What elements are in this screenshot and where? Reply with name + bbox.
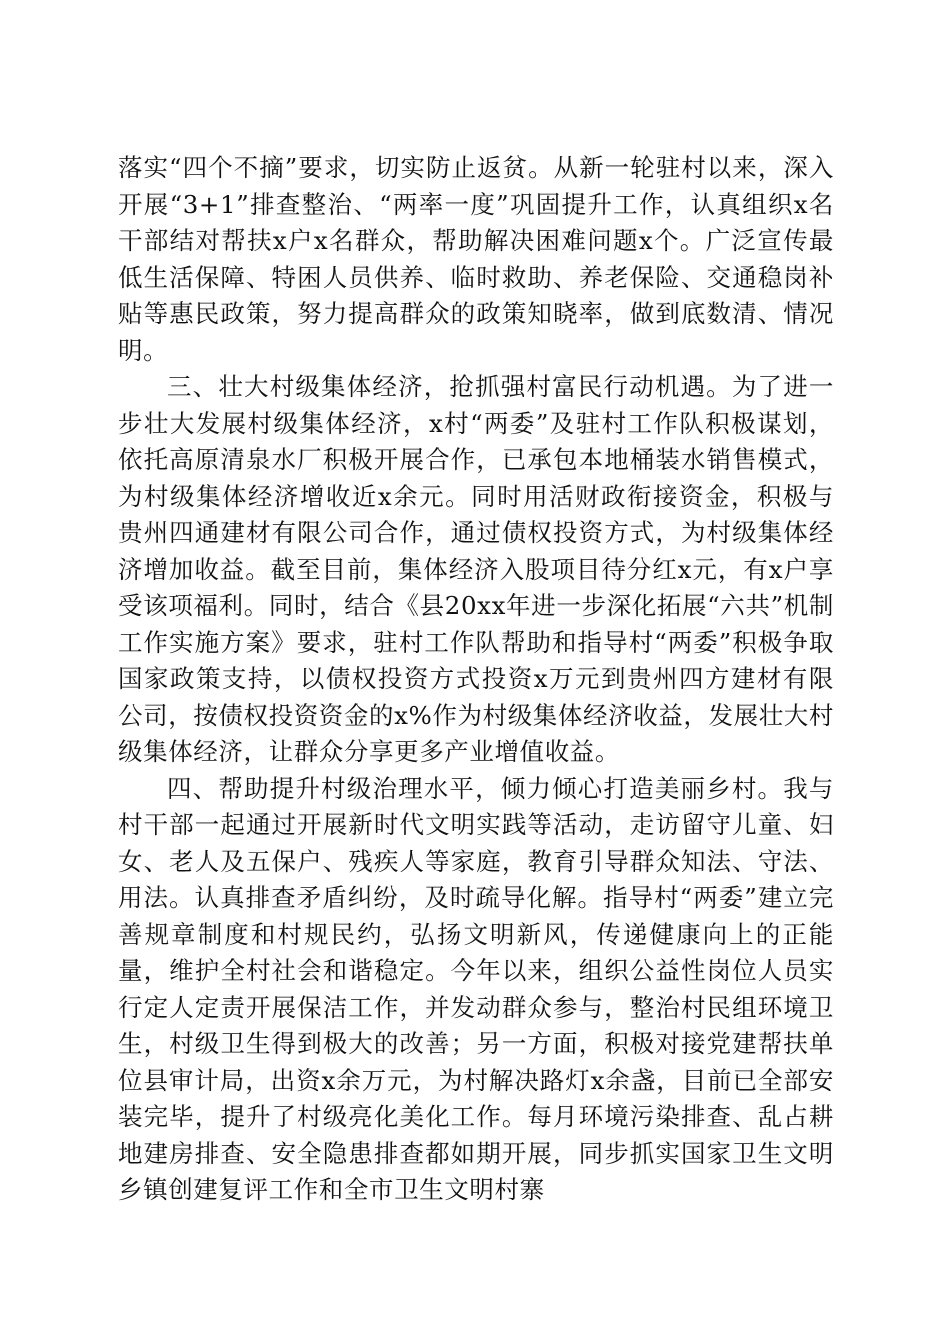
document-body: [118, 150, 834, 1209]
paragraph-continuation: 落实“四个不摘”要求，切实防止返贫。从新一轮驻村以来，深入开展“3+1”排查整治、“两率一度”巩固提升工作，认真组织x名干部结对帮扶x户x名群众，帮助解决困难问题x个。广泛宣传最低生活保障、特困人员供养、临时救助、养老保险、交通稳岗补贴等惠民政策，努力提高群众的政策知晓率，做到底数清、情况明。: [118, 153, 834, 365]
paragraph-collective-economy: 三、壮大村级集体经济，抢抓强村富民行动机遇。为了进一步壮大发展村级集体经济，x村“两委”及驻村工作队积极谋划，依托高原清泉水厂积极开展合作，已承包本地桶装水销售模式，为村级集体经济增收近x余元。同时用活财政衔接资金，积极与贵州四通建材有限公司合作，通过债权投资方式，为村级集体经济增加收益。截至目前，集体经济入股项目待分红x元，有x户享受该项福利。同时，结合《县20xx年进一步深化拓展“六共”机制工作实施方案》要求，驻村工作队帮助和指导村“两委”积极争取国家政策支持，以债权投资方式投资x万元到贵州四方建材有限公司，按债权投资资金的x%作为村级集体经济收益，发展壮大村级集体经济，让群众分享更多产业增值收益。: [118, 372, 834, 766]
paragraph-village-governance: 四、帮助提升村级治理水平，倾力倾心打造美丽乡村。我与村干部一起通过开展新时代文明实践等活动，走访留守儿童、妇女、老人及五保户、残疾人等家庭，教育引导群众知法、守法、用法。认真排查矛盾纠纷，及时疏导化解。指导村“两委”建立完善规章制度和村规民约，弘扬文明新风，传递健康向上的正能量，维护全村社会和谐稳定。今年以来，组织公益性岗位人员实行定人定责开展保洁工作，并发动群众参与，整治村民组环境卫生，村级卫生得到极大的改善；另一方面，积极对接党建帮扶单位县审计局，出资x余万元，为村解决路灯x余盏，目前已全部安装完毕，提升了村级亮化美化工作。每月环境污染排查、乱占耕地建房排查、安全隐患排查都如期开展，同步抓实国家卫生文明乡镇创建复评工作和全市卫生文明村寨: [118, 773, 834, 1204]
